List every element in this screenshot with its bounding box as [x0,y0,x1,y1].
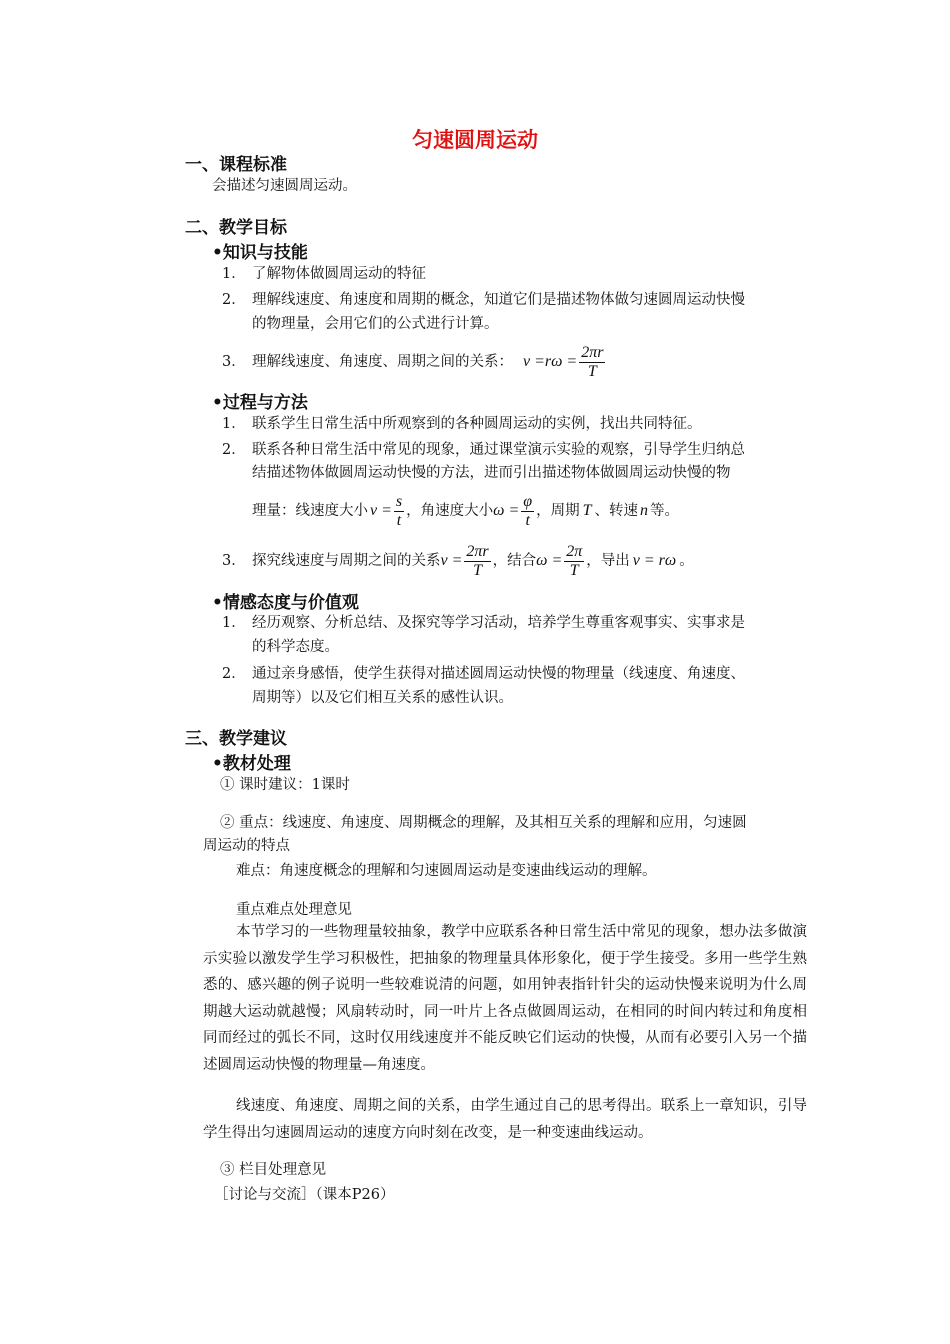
item-difficulty: 难点：角速度概念的理解和匀速圆周运动是变速曲线运动的理解。 [236,863,657,879]
list-item: 1． 经历观察、分析总结、及探究等学习活动，培养学生尊重客观事实、实事求是 [222,615,745,631]
item-column-handling: ③ 栏目处理意见 [220,1162,327,1178]
item-key-points: ② 重点：线速度、角速度、周期概念的理解，及其相互关系的理解和应用，匀速圆 [220,815,747,831]
paragraph: 本节学习的一些物理量较抽象，教学中应联系各种日常生活中常见的现象，想办法多做演示实验以激发学生学习积极性，把抽象的物理量具体形象化，便于学生接受。多用一些学生熟悉的、感兴趣的例子说明一些较难说清的问题，如用钟表指针针尖的运动快慢来说明为什么周期越大运动就越慢；风扇转动时，同一叶片上各点做圆周运动，在相同的时间内转过和角度相同而经过的弧长不同，这时仅用线速度并不能反映它们运动的快慢，从而有必要引入另一个描述圆周运动快慢的物理量—角速度。 [203,924,807,1073]
list-item: 2． 理解线速度、角速度和周期的概念，知道它们是描述物体做匀速圆周运动快慢 [222,292,745,308]
list-item-continuation: 周期等）以及它们相互关系的感性认识。 [252,690,513,706]
section-heading-suggestions: 三、教学建议 [185,729,287,749]
subheading-knowledge: •知识与技能 [212,243,308,263]
subheading-material: •教材处理 [212,754,291,774]
list-item: 2． 通过亲身感悟，使学生获得对描述圆周运动快慢的物理量（线速度、角速度、 [222,666,745,682]
subheading-process: •过程与方法 [212,393,308,413]
item-key-points-continuation: 周运动的特点 [203,838,290,854]
fraction: $\frac{2\pi r}{T}$ [466,542,489,579]
fraction: $\frac{2\pi}{T}$ [566,542,583,579]
page-title: 匀速圆周运动 [412,128,538,152]
item-class-hours: ① 课时建议：1课时 [220,777,350,793]
standard-text: 会描述匀速圆周运动。 [212,178,357,194]
discussion-label: ［讨论与交流］（课本P26） [214,1187,395,1203]
subheading-attitude: •情感态度与价值观 [212,593,359,613]
list-item: 1． 联系学生日常生活中所观察到的各种圆周运动的实例，找出共同特征。 [222,416,702,432]
list-item: 1． 了解物体做圆周运动的特征 [222,266,426,282]
list-item-formula: 3． 理解线速度、角速度、周期之间的关系： v =rω = $\frac{2\pi r}{T}$ [222,343,604,380]
section-heading-objectives: 二、教学目标 [185,218,287,238]
fraction: $\frac{s}{t}$ [395,492,403,529]
fraction: $\frac{2\pi r}{T}$ [581,343,604,380]
list-item-formula: 理量：线速度大小 v = $\frac{s}{t}$ ，角速度大小 ω = $\frac{\varphi}{t}$ ，周期 T 、转速 n 等。 [252,492,679,529]
opinion-heading: 重点难点处理意见 [236,902,352,918]
list-item-continuation: 的科学态度。 [252,639,339,655]
paragraph: 线速度、角速度、周期之间的关系，由学生通过自己的思考得出。联系上一章知识，引导学生得出匀速圆周运动的速度方向时刻在改变，是一种变速曲线运动。 [203,1098,807,1141]
list-item: 2． 联系各种日常生活中常见的现象，通过课堂演示实验的观察，引导学生归纳总 [222,442,745,458]
list-item-continuation: 的物理量，会用它们的公式进行计算。 [252,316,499,332]
fraction: $\frac{\varphi}{t}$ [523,492,533,529]
list-item-formula: 3． 探究线速度与周期之间的关系 v = $\frac{2\pi r}{T}$ ，结合 ω = $\frac{2\pi}{T}$ ，导出 v = rω 。 [222,542,694,579]
list-item-continuation: 结描述物体做圆周运动快慢的方法，进而引出描述物体做圆周运动快慢的物 [252,465,731,481]
section-heading-standard: 一、课程标准 [185,155,287,175]
